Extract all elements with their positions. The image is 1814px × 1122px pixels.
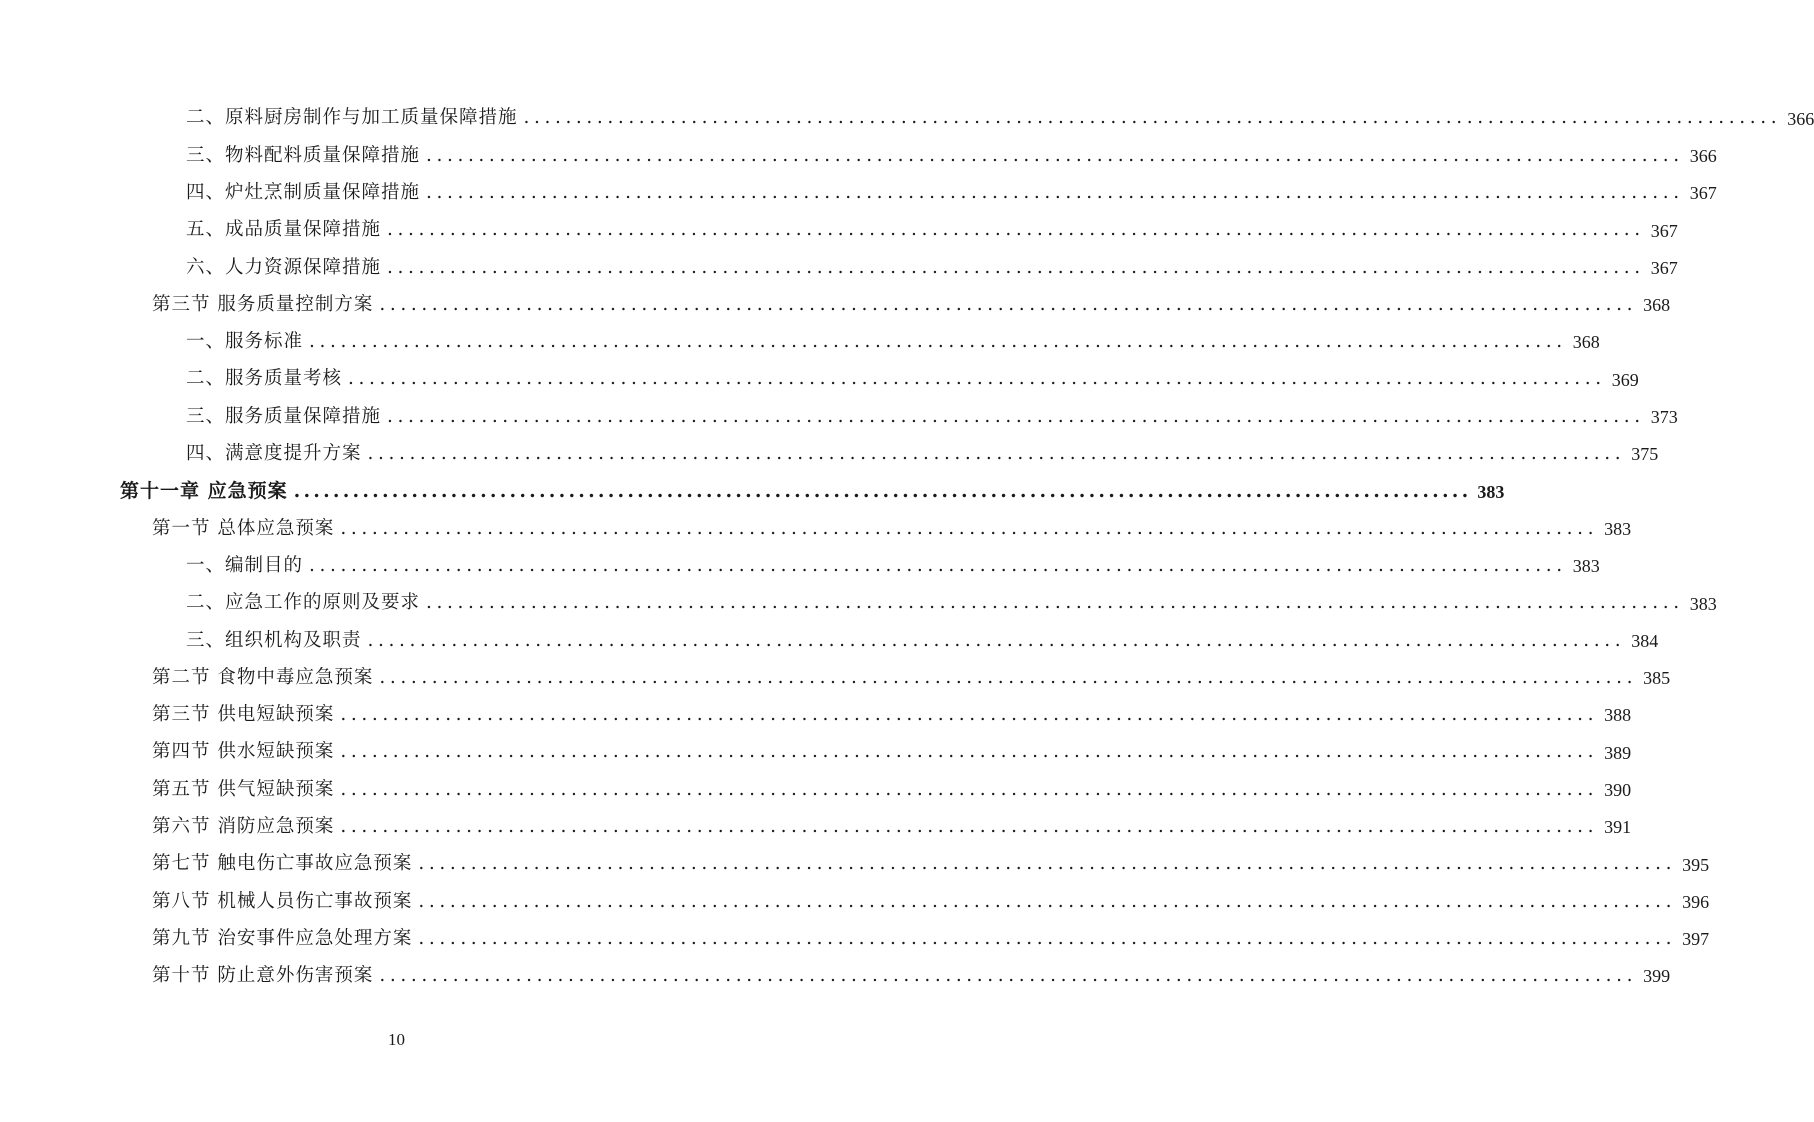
toc-subsection-entry[interactable]	[0, 585, 1717, 622]
toc-entry-title: 二、应急工作的原则及要求	[186, 592, 421, 614]
toc-dot-leader: ........................................................................................................................	[340, 778, 1599, 800]
toc-entry-page: 383	[1604, 518, 1632, 539]
toc-subsection-entry[interactable]	[0, 175, 1717, 212]
toc-entry-title: 三、服务质量保障措施	[186, 405, 382, 427]
toc-dot-leader: ........................................................................................................................	[523, 107, 1782, 129]
toc-entry-page: 383	[1477, 481, 1505, 502]
toc-section-entry[interactable]	[0, 286, 1671, 323]
toc-entry-page: 373	[1650, 407, 1678, 428]
toc-section-entry[interactable]	[0, 697, 1632, 734]
toc-subsection-entry[interactable]	[0, 548, 1600, 585]
toc-entry-title: 四、炉灶烹制质量保障措施	[186, 181, 421, 203]
toc-entry-page: 366	[1689, 145, 1717, 166]
toc-entry-title: 三、物料配料质量保障措施	[186, 144, 421, 166]
toc-entry-page: 367	[1650, 257, 1678, 278]
toc-entry-title: 二、服务质量考核	[186, 368, 343, 390]
toc-entry-title: 六、人力资源保障措施	[186, 256, 382, 278]
toc-dot-leader: ........................................................................................................................	[293, 480, 1472, 503]
toc-entry-page: 390	[1604, 779, 1632, 800]
toc-entry-title: 第二节 食物中毒应急预案	[152, 666, 374, 688]
toc-dot-leader: ........................................................................................................................	[348, 368, 1606, 390]
toc-dot-leader: ........................................................................................................................	[426, 144, 1684, 166]
toc-section-entry[interactable]	[0, 921, 1710, 958]
toc-entry-page: 389	[1604, 742, 1632, 763]
toc-subsection-entry[interactable]	[0, 100, 1814, 137]
toc-entry-page: 369	[1611, 369, 1639, 390]
toc-chapter-entry[interactable]	[0, 473, 1505, 510]
toc-entry-page: 396	[1682, 891, 1710, 912]
toc-dot-leader: ........................................................................................................................	[418, 927, 1677, 949]
toc-section-entry[interactable]	[0, 809, 1632, 846]
toc-dot-leader: ........................................................................................................................	[426, 592, 1684, 614]
toc-entry-page: 391	[1604, 817, 1632, 838]
toc-entry-title: 五、成品质量保障措施	[186, 219, 382, 241]
toc-dot-leader: ........................................................................................................................	[367, 443, 1626, 465]
toc-entry-page: 399	[1643, 966, 1671, 987]
toc-subsection-entry[interactable]	[0, 436, 1659, 473]
toc-entry-page: 397	[1682, 929, 1710, 950]
toc-dot-leader: ........................................................................................................................	[340, 816, 1599, 838]
toc-subsection-entry[interactable]	[0, 398, 1678, 435]
toc-entry-page: 383	[1572, 556, 1600, 577]
toc-section-entry[interactable]	[0, 883, 1710, 920]
toc-subsection-entry[interactable]	[0, 137, 1717, 174]
toc-entry-page: 388	[1604, 705, 1632, 726]
toc-entry-title: 第三节 供电短缺预案	[152, 704, 335, 726]
toc-dot-leader: ........................................................................................................................	[340, 704, 1599, 726]
toc-entry-title: 第四节 供水短缺预案	[152, 741, 335, 763]
toc-entry-title: 第一节 总体应急预案	[152, 517, 335, 539]
toc-entry-title: 三、组织机构及职责	[186, 629, 362, 651]
toc-entry-page: 395	[1682, 854, 1710, 875]
toc-dot-leader: ........................................................................................................................	[340, 741, 1599, 763]
toc-entry-page: 368	[1643, 295, 1671, 316]
toc-entry-title: 一、服务标准	[186, 331, 304, 353]
toc-dot-leader: ........................................................................................................................	[309, 331, 1567, 353]
toc-entry-title: 第十一章 应急预案	[120, 480, 288, 503]
toc-dot-leader: ........................................................................................................................	[387, 405, 1645, 427]
toc-entry-title: 二、原料厨房制作与加工质量保障措施	[186, 107, 518, 129]
toc-subsection-entry[interactable]	[0, 249, 1678, 286]
toc-entry-page: 384	[1631, 630, 1659, 651]
toc-entry-page: 367	[1689, 183, 1717, 204]
toc-dot-leader: ........................................................................................................................	[379, 666, 1638, 688]
toc-entry-title: 第九节 治安事件应急处理方案	[152, 927, 413, 949]
toc-entry-page: 367	[1650, 220, 1678, 241]
toc-dot-leader: ........................................................................................................................	[426, 181, 1684, 203]
toc-section-entry[interactable]	[0, 771, 1632, 808]
toc-dot-leader: ........................................................................................................................	[418, 890, 1677, 912]
toc-dot-leader: ........................................................................................................................	[379, 965, 1638, 987]
toc-subsection-entry[interactable]	[0, 361, 1639, 398]
toc-section-entry[interactable]	[0, 734, 1632, 771]
toc-dot-leader: ........................................................................................................................	[418, 853, 1677, 875]
toc-section-entry[interactable]	[0, 659, 1671, 696]
toc-entry-title: 四、满意度提升方案	[186, 443, 362, 465]
toc-subsection-entry[interactable]	[0, 324, 1600, 361]
toc-entry-page: 385	[1643, 668, 1671, 689]
toc-entry-title: 第五节 供气短缺预案	[152, 778, 335, 800]
toc-entry-page: 383	[1689, 593, 1717, 614]
toc-entry-title: 一、编制目的	[186, 554, 304, 576]
toc-subsection-entry[interactable]	[0, 622, 1659, 659]
table-of-contents	[0, 100, 1814, 995]
toc-entry-title: 第七节 触电伤亡事故应急预案	[152, 853, 413, 875]
toc-subsection-entry[interactable]	[0, 212, 1678, 249]
toc-dot-leader: ........................................................................................................................	[387, 256, 1645, 278]
toc-entry-page: 368	[1572, 332, 1600, 353]
toc-entry-page: 375	[1631, 444, 1659, 465]
toc-entry-title: 第八节 机械人员伤亡事故预案	[152, 890, 413, 912]
toc-entry-title: 第三节 服务质量控制方案	[152, 293, 374, 315]
toc-dot-leader: ........................................................................................................................	[309, 554, 1567, 576]
page-number: 10	[388, 1030, 405, 1049]
toc-dot-leader: ........................................................................................................................	[340, 517, 1599, 539]
toc-section-entry[interactable]	[0, 958, 1671, 995]
toc-dot-leader: ........................................................................................................................	[387, 219, 1645, 241]
toc-entry-title: 第六节 消防应急预案	[152, 816, 335, 838]
toc-entry-page: 366	[1787, 108, 1814, 129]
toc-entry-title: 第十节 防止意外伤害预案	[152, 965, 374, 987]
toc-section-entry[interactable]	[0, 846, 1710, 883]
toc-dot-leader: ........................................................................................................................	[367, 629, 1626, 651]
toc-section-entry[interactable]	[0, 510, 1632, 547]
toc-dot-leader: ........................................................................................................................	[379, 293, 1638, 315]
